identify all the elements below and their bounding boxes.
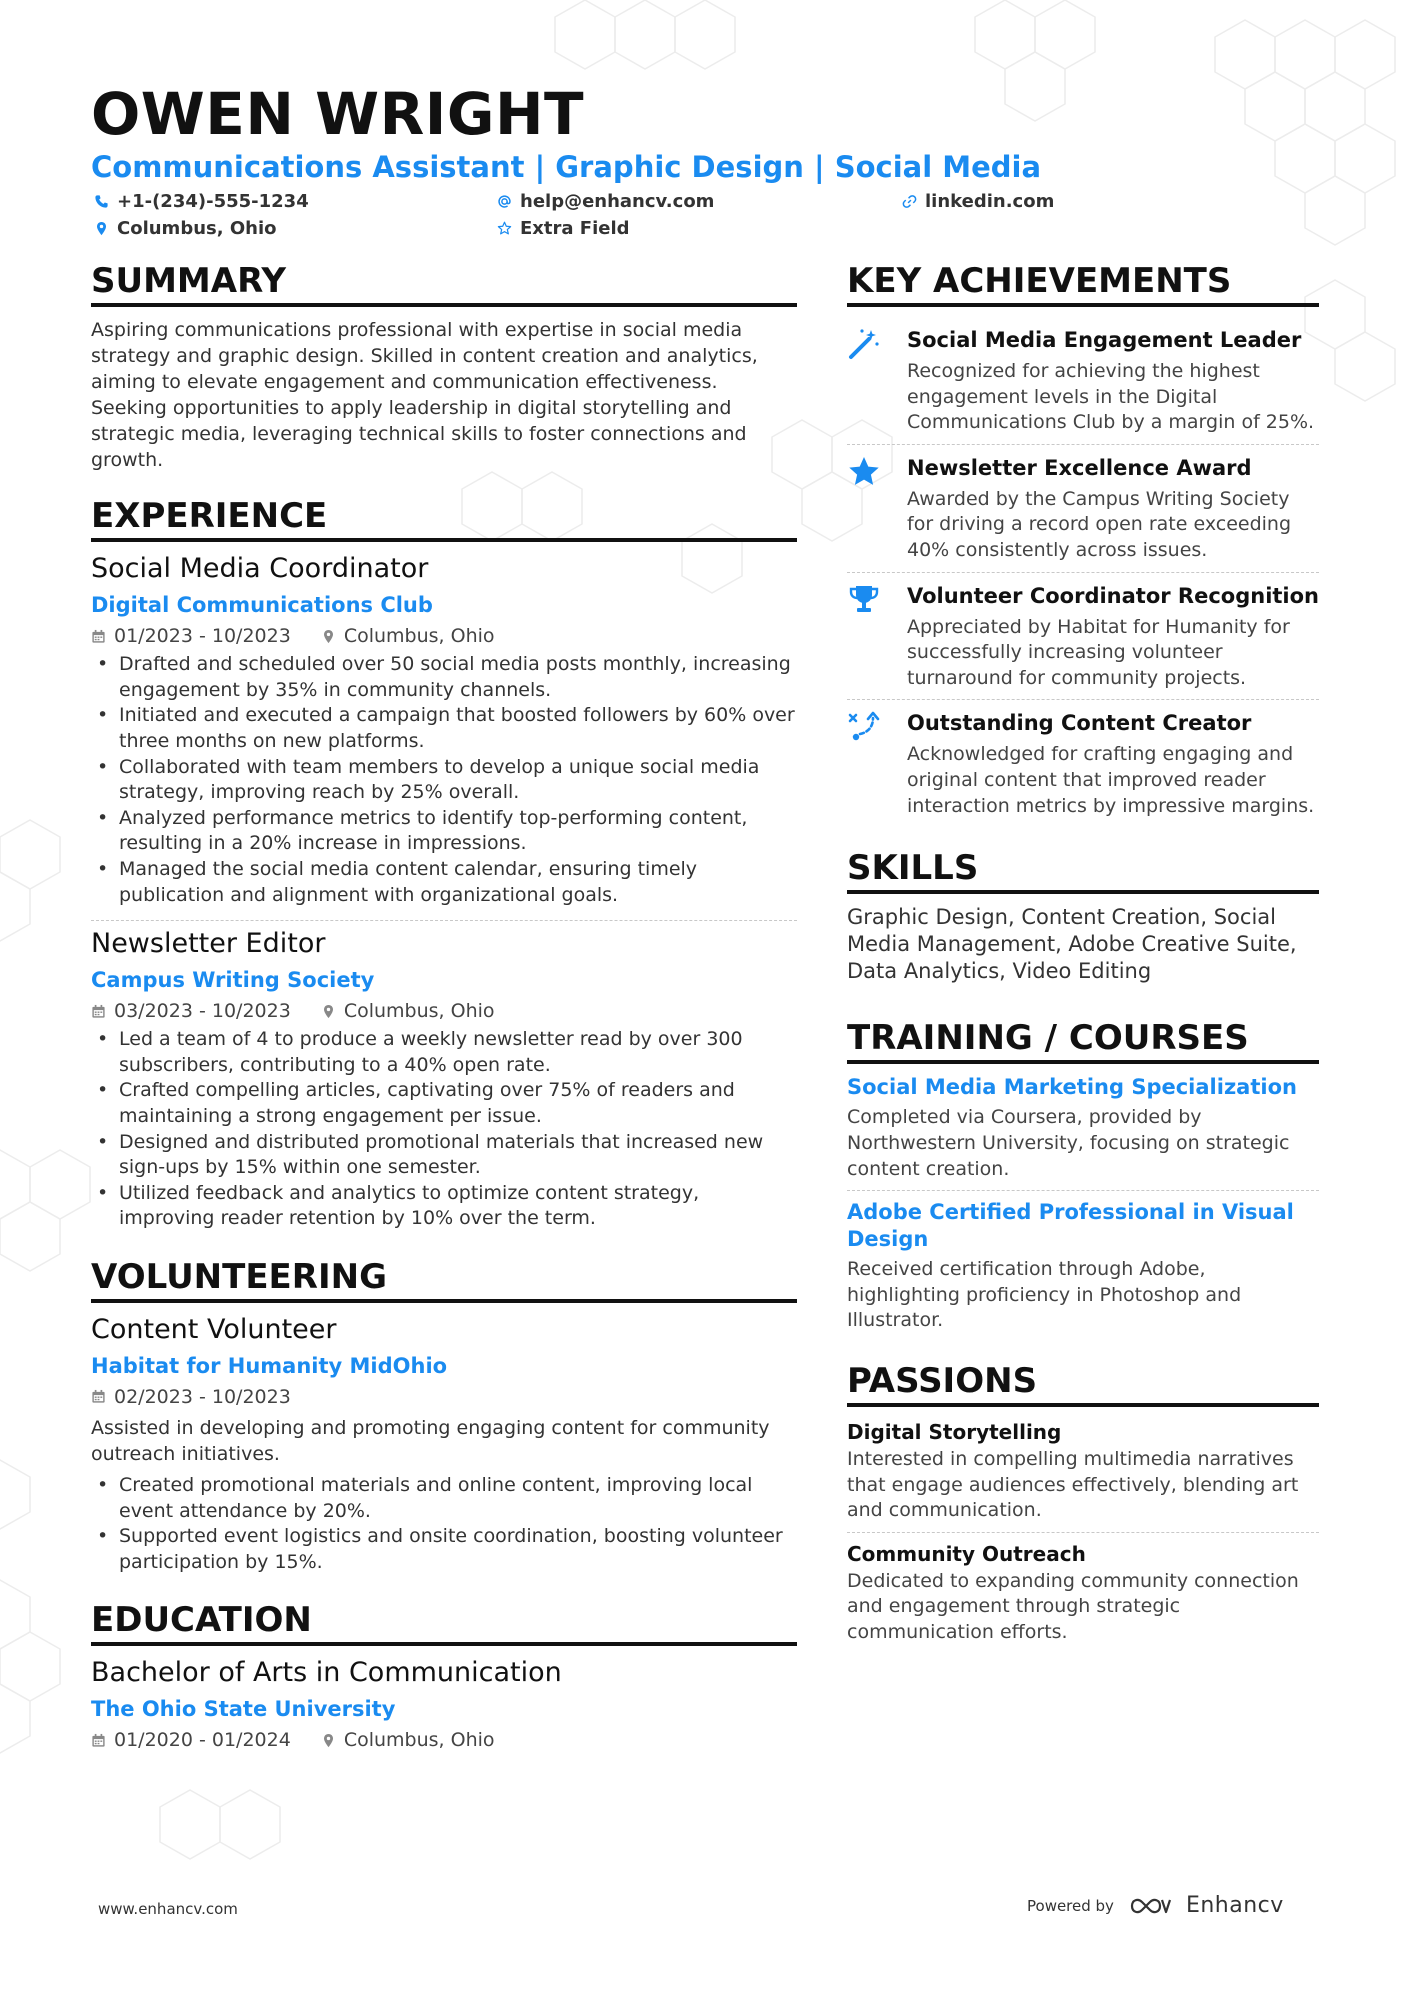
course-desc: Received certification through Adobe, highlighting proficiency in Photoshop and Illustrator. xyxy=(847,1258,1242,1332)
bullet-item: • Designed and distributed promotional materials that increased new sign-ups by 15% within one semester. xyxy=(91,1130,797,1181)
course-desc: Completed via Coursera, provided by Northwestern University, focusing on strategic content creation. xyxy=(847,1106,1290,1180)
passions-section xyxy=(847,1362,1319,1646)
location-pin-icon xyxy=(94,221,109,236)
star-outline-icon xyxy=(497,221,512,236)
extra-field-text: Extra Field xyxy=(520,218,630,239)
enhancv-logo-icon xyxy=(1128,1894,1172,1918)
phone-icon xyxy=(94,194,109,209)
job-dates: 01/2023 - 10/2023 xyxy=(114,625,291,648)
contact-location xyxy=(94,218,277,239)
job-location: Columbus, Ohio xyxy=(343,1000,495,1023)
link-icon xyxy=(902,194,917,209)
achievements-title: KEY ACHIEVEMENTS xyxy=(847,262,1319,307)
volunteer-bullets xyxy=(91,1473,797,1575)
company-name: Campus Writing Society xyxy=(91,968,375,993)
divider xyxy=(847,1532,1319,1533)
star-icon xyxy=(847,455,881,489)
experience-title: EXPERIENCE xyxy=(91,497,797,542)
experience-section xyxy=(91,497,797,1232)
volunteer-meta xyxy=(91,1383,797,1411)
bullet-item: • Drafted and scheduled over 50 social media posts monthly, increasing engagement by 35% in community channels. xyxy=(91,652,797,703)
footer-branding[interactable] xyxy=(1027,1893,1284,1918)
achievement-desc: Acknowledged for crafting engaging and original content that improved reader interaction metrics by impressive margins. xyxy=(907,743,1315,817)
strategy-icon xyxy=(847,710,881,744)
contact-extra xyxy=(497,218,630,239)
contact-email[interactable] xyxy=(497,191,714,212)
calendar-icon xyxy=(91,1389,106,1404)
volunteer-organization: Habitat for Humanity MidOhio xyxy=(91,1353,448,1378)
volunteer-dates: 02/2023 - 10/2023 xyxy=(114,1385,291,1408)
achievement-item xyxy=(847,445,1319,570)
volunteering-title: VOLUNTEERING xyxy=(91,1258,797,1303)
linkedin-text: linkedin.com xyxy=(925,191,1055,212)
powered-by-label: Powered by xyxy=(1027,1896,1114,1915)
training-title: TRAINING / COURSES xyxy=(847,1019,1319,1064)
job-location: Columbus, Ohio xyxy=(343,625,495,648)
skills-text: Graphic Design, Content Creation, Social Media Management, Adobe Creative Suite, Data Analytics, Video Editing xyxy=(847,905,1297,984)
summary-section xyxy=(91,262,797,473)
trophy-icon xyxy=(847,583,881,617)
candidate-headline: Communications Assistant | Graphic Design | Social Media xyxy=(91,150,1042,184)
brand-name: Enhancv xyxy=(1185,1893,1284,1918)
location-pin-icon xyxy=(321,1733,336,1748)
job-bullets xyxy=(91,652,797,908)
bullet-item: • Managed the social media content calendar, ensuring timely publication and alignment with organizational goals. xyxy=(91,857,797,908)
job-bullets xyxy=(91,1027,797,1232)
passion-desc: Dedicated to expanding community connection and engagement through strategic communication efforts. xyxy=(847,1569,1299,1644)
calendar-icon xyxy=(91,1004,106,1019)
education-section xyxy=(91,1601,797,1754)
location-text: Columbus, Ohio xyxy=(117,218,277,239)
calendar-icon xyxy=(91,1733,106,1748)
education-dates: 01/2020 - 01/2024 xyxy=(114,1729,291,1752)
education-meta xyxy=(91,1726,797,1754)
bullet-item: • Created promotional materials and online content, improving local event attendance by 20%. xyxy=(91,1473,797,1524)
passion-desc: Interested in compelling multimedia narratives that engage audiences effectively, blending art and communication. xyxy=(847,1448,1299,1522)
company-name: Digital Communications Club xyxy=(91,593,433,618)
job-meta xyxy=(91,622,797,650)
course-title: Adobe Certified Professional in Visual Design xyxy=(847,1200,1294,1252)
job-title: Social Media Coordinator xyxy=(91,553,429,585)
volunteering-section xyxy=(91,1258,797,1575)
experience-item xyxy=(91,927,797,1232)
achievement-item xyxy=(847,317,1319,442)
bullet-item: • Supported event logistics and onsite coordination, boosting volunteer participation by 15%. xyxy=(91,1524,797,1575)
calendar-icon xyxy=(91,629,106,644)
achievement-title: Social Media Engagement Leader xyxy=(907,328,1302,353)
experience-item xyxy=(91,552,797,921)
passion-title: Digital Storytelling xyxy=(847,1420,1062,1445)
passion-title: Community Outreach xyxy=(847,1541,1086,1566)
achievement-item xyxy=(847,700,1319,825)
achievement-desc: Recognized for achieving the highest engagement levels in the Digital Communications Club by a margin of 25%. xyxy=(907,360,1315,434)
divider xyxy=(847,1190,1319,1191)
education-title: EDUCATION xyxy=(91,1601,797,1646)
bullet-item: • Utilized feedback and analytics to optimize content strategy, improving reader retention by 10% over the term. xyxy=(91,1181,797,1232)
candidate-name: OWEN WRIGHT xyxy=(91,80,585,148)
passions-title: PASSIONS xyxy=(847,1362,1319,1407)
achievements-section xyxy=(847,262,1319,825)
skills-title: SKILLS xyxy=(847,849,1319,894)
training-section xyxy=(847,1019,1319,1334)
at-icon xyxy=(497,194,512,209)
job-meta xyxy=(91,997,797,1025)
footer-website[interactable]: www.enhancv.com xyxy=(98,1900,238,1918)
job-dates: 03/2023 - 10/2023 xyxy=(114,1000,291,1023)
phone-text: +1-(234)-555-1234 xyxy=(117,191,309,212)
school-name: The Ohio State University xyxy=(91,1697,396,1722)
achievement-desc: Appreciated by Habitat for Humanity for successfully increasing volunteer turnaround for community projects. xyxy=(907,615,1290,689)
bullet-item: • Initiated and executed a campaign that boosted followers by 60% over three months on new platforms. xyxy=(91,703,797,754)
contact-phone[interactable] xyxy=(94,191,309,212)
achievement-desc: Awarded by the Campus Writing Society for driving a record open rate exceeding 40% consistently across issues. xyxy=(907,487,1292,562)
job-title: Newsletter Editor xyxy=(91,928,326,960)
course-title: Social Media Marketing Specialization xyxy=(847,1075,1297,1100)
achievement-title: Outstanding Content Creator xyxy=(907,711,1252,736)
skills-section xyxy=(847,849,1319,985)
achievement-title: Newsletter Excellence Award xyxy=(907,455,1252,480)
location-pin-icon xyxy=(321,629,336,644)
volunteer-role: Content Volunteer xyxy=(91,1313,337,1345)
left-column xyxy=(91,262,797,1754)
bullet-item: • Analyzed performance metrics to identify top-performing content, resulting in a 20% increase in impressions. xyxy=(91,806,797,857)
summary-text: Aspiring communications professional with expertise in social media strategy and graphic design. Skilled in content creation and analytics, aiming to elevate engagement and communication effectiveness. Seeking opportunities to apply leadership in digital storytelling and strategic media, leveraging technical skills to foster connections and growth. xyxy=(91,319,758,472)
education-location: Columbus, Ohio xyxy=(343,1729,495,1752)
bullet-item: • Collaborated with team members to develop a unique social media strategy, improving reach by 25% overall. xyxy=(91,755,797,806)
achievement-title: Volunteer Coordinator Recognition xyxy=(907,583,1320,608)
summary-title: SUMMARY xyxy=(91,262,797,307)
divider xyxy=(91,920,797,921)
right-column xyxy=(847,262,1319,1646)
volunteer-description: Assisted in developing and promoting engaging content for community outreach initiatives. xyxy=(91,1416,770,1465)
bullet-item: • Led a team of 4 to produce a weekly newsletter read by over 300 subscribers, contributing to a 40% open rate. xyxy=(91,1027,797,1078)
achievement-item xyxy=(847,573,1319,698)
location-pin-icon xyxy=(321,1004,336,1019)
contact-linkedin[interactable] xyxy=(902,191,1054,212)
degree-title: Bachelor of Arts in Communication xyxy=(91,1657,562,1689)
bullet-item: • Crafted compelling articles, captivating over 75% of readers and maintaining a strong engagement per issue. xyxy=(91,1078,797,1129)
magic-wand-icon xyxy=(847,327,881,361)
email-text: help@enhancv.com xyxy=(520,191,715,212)
